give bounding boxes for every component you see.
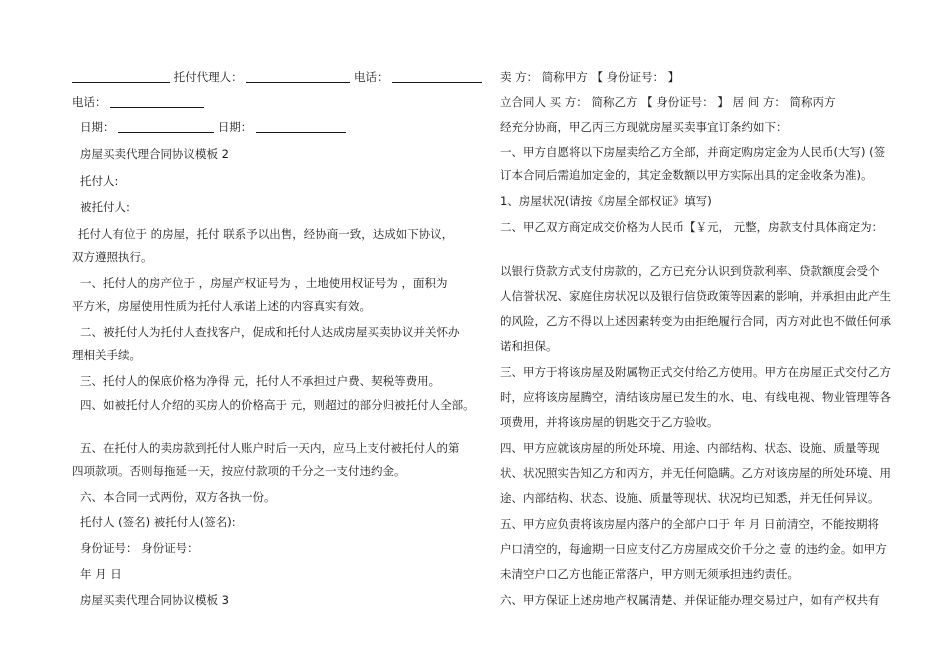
date-label: 日期：: [217, 120, 253, 134]
paragraph-line: 四项款项。否则每拖延一天，按应付款项的千分之一支付违约金。: [72, 464, 406, 478]
paragraph-line: 人信誉状况、家庭住房状况以及银行信贷政策等因素的影响，并承担由此产生: [500, 289, 891, 303]
principal-label: 托付人:: [80, 174, 119, 188]
phone-label: 电话：: [353, 70, 389, 84]
paragraph-line: 的风险，乙方不得以上述因素转变为由拒绝履行合同，丙方对此也不做任何承: [500, 314, 891, 328]
blank-line: [246, 70, 350, 83]
phone-line: [72, 95, 470, 110]
clause-2: 二、被托付人为托付人查找客户，促成和托付人达成房屋买卖协议并关怀办: [80, 325, 460, 339]
article-4: 四、甲方应就该房屋的所处环境、用途、内部结构、状态、设施、质量等现: [500, 441, 880, 455]
paragraph-line: 平方米，房屋使用性质为托付人承诺上述的内容真实有效。: [72, 299, 371, 313]
left-column: [72, 62, 475, 608]
section-title: 房屋买卖代理合同协议模板 2: [80, 147, 229, 161]
buyer-line: 立合同人 买 方： 简称乙方 【 身份证号： 】 居 间 方： 简称丙方: [500, 95, 836, 109]
date-label: 日期：: [80, 120, 115, 134]
article-1: 一、甲方自愿将以下房屋卖给乙方全部，并商定购房定金为人民币(大写) (签: [500, 145, 886, 159]
blank-line: [110, 95, 204, 108]
id-number-line: 身份证号： 身份证号：: [80, 541, 199, 555]
paragraph-line: 理相关手续。: [72, 348, 141, 362]
blank-line: [392, 70, 482, 83]
paragraph-line: 托付人有位于 的房屋，托付 联系予以出售，经协商一致，达成如下协议，: [78, 227, 454, 241]
signature-line: 托付人 (签名) 被托付人(签名):: [80, 515, 236, 529]
paragraph-line: 途、内部结构、状态、设施、质量等现状、状况均已知悉，并无任何异议。: [500, 491, 880, 505]
paragraph-line: 项费用，并将该房屋的钥匙交于乙方验收。: [500, 415, 719, 429]
date-fill-line: 年 月 日: [80, 567, 122, 581]
clause-5: 五、在托付人的卖房款到托付人账户时后一天内，应马上支付被托付人的第: [80, 441, 460, 455]
loan-paragraph: 以银行贷款方式支付房款的，乙方已充分认识到贷款利率、贷款额度会受个: [500, 264, 880, 278]
seller-line: 卖 方： 简称甲方 【 身份证号： 】: [500, 70, 680, 84]
clause-3: 三、托付人的保底价格为净得 元，托付人不承担过户费、契税等费用。: [80, 374, 441, 388]
article-6: 六、甲方保证上述房地产权属清楚、并保证能办理交易过户，如有产权共有: [500, 593, 880, 607]
article-2: 二、甲乙双方商定成交价格为人民币【￥元， 元整，房款支付具体商定为：: [500, 220, 884, 234]
blank-line: [256, 120, 346, 133]
paragraph-line: 状、状况照实告知乙方和丙方，并无任何隐瞒。乙方对该房屋的所处环境、用: [500, 466, 891, 480]
paragraph-line: 未清空户口乙方也能正常落户，甲方则无须承担违约责任。: [500, 567, 799, 581]
paragraph-line: 户口清空的，每逾期一日应支付乙方房屋成交价千分之 壹 的违约金。如甲方: [500, 542, 887, 556]
clause-6: 六、本合同一式两份，双方各执一份。: [80, 490, 276, 504]
agreement-intro: 经充分协商，甲乙丙三方现就房屋买卖事宜订条约如下：: [500, 120, 788, 134]
paragraph-line: 双方遵照执行。: [72, 250, 153, 264]
blank-line: [118, 120, 214, 133]
phone-label: 电话：: [72, 95, 107, 109]
paragraph-line: 订本合同后需追加定金的，其定金数额以甲方实际出具的定金收条为准)。: [500, 168, 873, 182]
property-status-line: 1、房屋状况(请按《房屋全部权证》填写): [500, 194, 712, 208]
section-title: 房屋买卖代理合同协议模板 3: [80, 593, 229, 607]
clause-4: 四、如被托付人介绍的买房人的价格高于 元，则超过的部分归被托付人全部。: [80, 398, 475, 412]
article-3: 三、甲方于将该房屋及附属物正式交付给乙方使用。甲方在房屋正式交付乙方: [500, 365, 891, 379]
paragraph-line: 时，应将该房屋腾空，清结该房屋已发生的水、电、有线电视、物业管理等各: [500, 390, 891, 404]
agent-signature-line: [72, 70, 470, 85]
clause-1: 一、托付人的房产位于 ，房屋产权证号为 ，土地使用权证号为 ，面积为: [80, 276, 448, 290]
agent-label: 被托付人:: [80, 200, 130, 214]
date-line: [72, 120, 470, 135]
paragraph-line: 诺和担保。: [500, 339, 558, 353]
blank-line: [72, 70, 170, 83]
article-5: 五、甲方应负责将该房屋内落户的全部户口于 年 月 日前清空，不能按期将: [500, 517, 879, 531]
agent-label: 托付代理人：: [173, 70, 243, 84]
right-column: [500, 62, 891, 608]
